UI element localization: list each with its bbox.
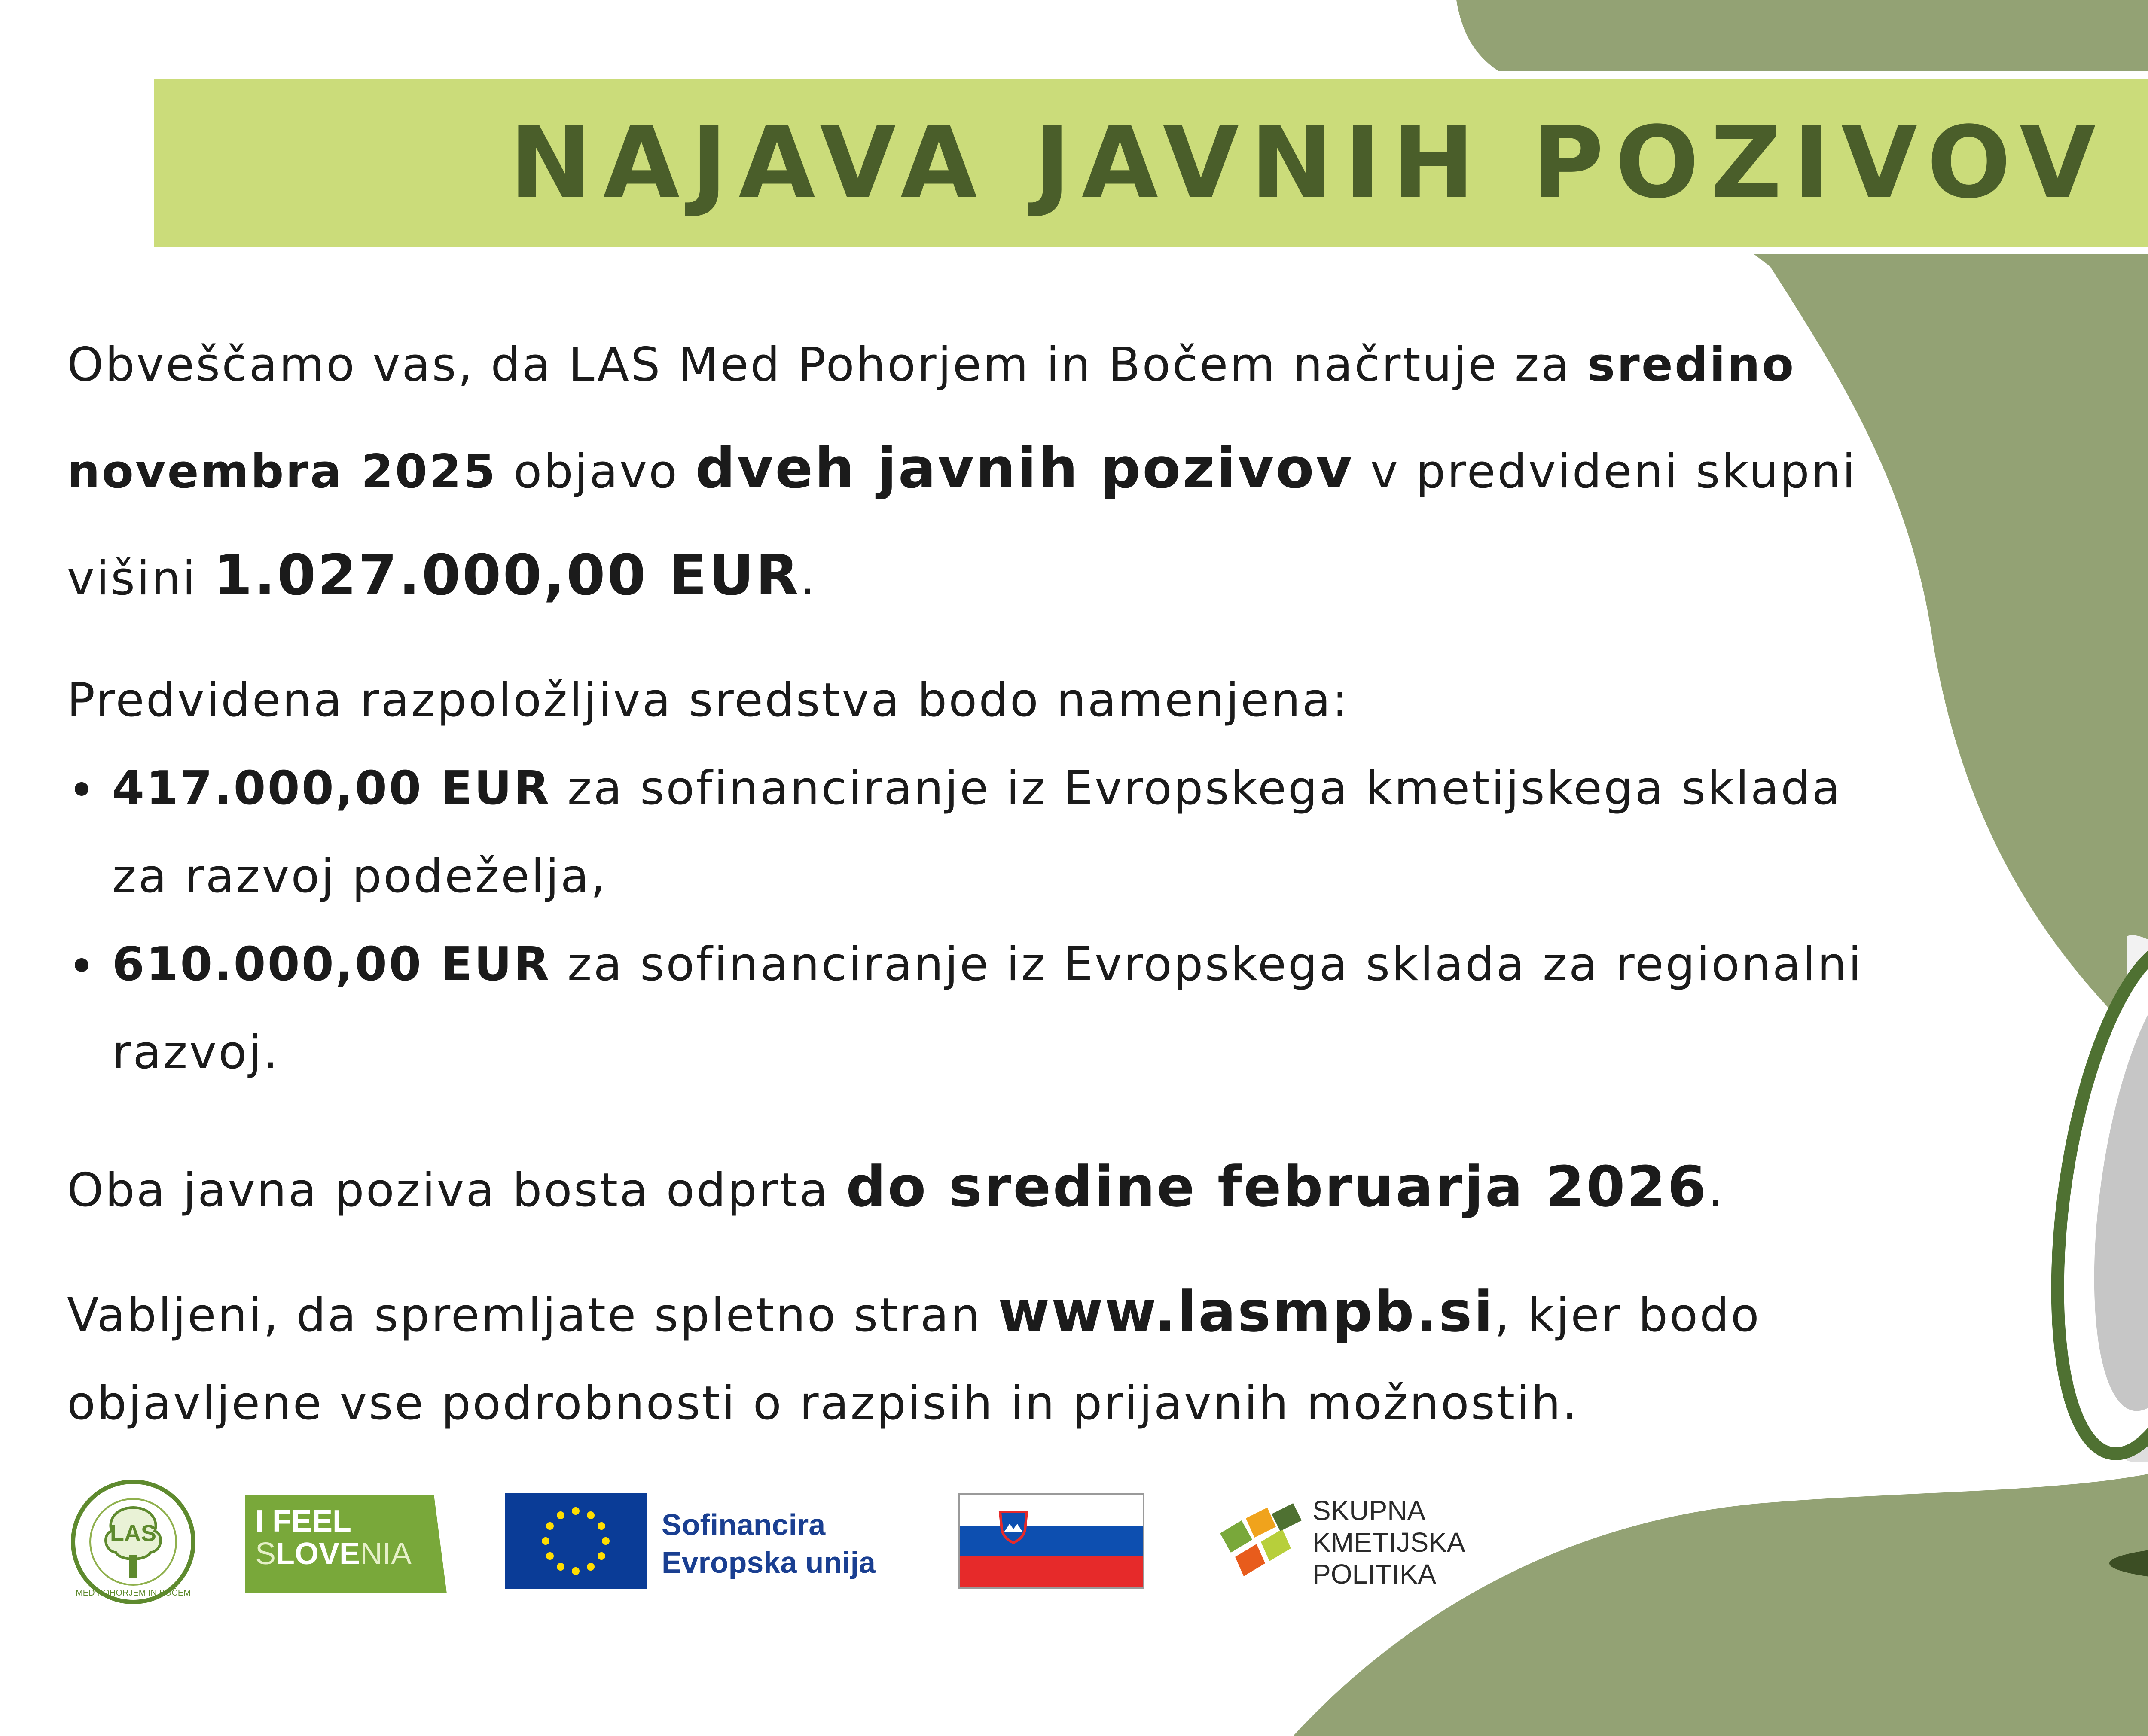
i-feel-slovenia-logo — [245, 1495, 447, 1593]
ifs-line-1: I FEEL — [255, 1504, 352, 1538]
skp-field-icon — [1211, 1503, 1306, 1581]
svg-text:LAS: LAS — [110, 1520, 156, 1546]
intro-date: sredino novembra 2025 — [67, 338, 1796, 499]
follow-text-2: , kjer bodo objavljene vse podrobnosti o razpisih in prijavnih možnostih. — [67, 1288, 1761, 1430]
intro-text-2: objavo — [497, 445, 696, 499]
intro-total-amount: 1.027.000,00 EUR — [213, 542, 800, 608]
fund-amount: 610.000,00 EUR — [112, 938, 551, 991]
follow-text-1: Vabljeni, da spremljate spletno stran — [67, 1288, 998, 1342]
skp-line-3: POLITIKA — [1312, 1559, 1437, 1590]
skp-line-2: KMETIJSKA — [1312, 1527, 1465, 1558]
intro-text-1: Obveščamo vas, da LAS Med Pohorjem in Bočem načrtuje za — [67, 338, 1588, 392]
intro-text-3: v predvideni skupni višini — [67, 445, 1857, 606]
intro-paragraph — [67, 314, 1897, 630]
list-item — [67, 920, 1897, 1096]
megaphone-icon — [1869, 850, 2148, 1589]
ifs-love: LOVE — [276, 1537, 360, 1571]
intro-calls: dveh javnih pozivov — [695, 436, 1354, 501]
bullet-icon — [75, 958, 88, 972]
open-paragraph — [67, 1135, 1897, 1242]
skp-text — [1312, 1495, 1465, 1590]
announcement-body — [67, 314, 1897, 1447]
eu-cofinancing-text — [662, 1506, 876, 1581]
open-text-1: Oba javna poziva bosta odprta — [67, 1163, 846, 1217]
eu-flag-icon — [505, 1493, 647, 1589]
eu-line-1: Sofinancira — [662, 1508, 826, 1541]
website-link[interactable]: www.lasmpb.si — [998, 1279, 1495, 1344]
funds-list — [67, 744, 1897, 1096]
slovenia-flag-icon — [958, 1493, 1144, 1589]
title-banner — [146, 71, 2148, 254]
logos-row — [64, 1477, 1525, 1619]
list-item — [67, 744, 1897, 920]
follow-paragraph — [67, 1268, 1897, 1447]
fund-amount: 417.000,00 EUR — [112, 761, 551, 815]
bullet-icon — [75, 782, 88, 796]
skp-line-1: SKUPNA — [1312, 1495, 1426, 1526]
svg-text:MED POHORJEM IN BOČEM: MED POHORJEM IN BOČEM — [76, 1588, 191, 1598]
fund-description: za sofinanciranje iz Evropskega kmetijskega sklada za razvoj podeželja, — [112, 761, 1842, 903]
page-title: NAJAVA JAVNIH POZIVOV — [509, 105, 2107, 220]
open-text-2: . — [1708, 1163, 1724, 1217]
funds-lead: Predvidena razpoložljiva sredstva bodo namenjena: — [67, 673, 1350, 727]
las-tree-icon — [69, 1477, 198, 1606]
open-deadline: do sredine februarja 2026 — [846, 1154, 1708, 1219]
ifs-s: S — [255, 1537, 276, 1571]
eu-line-2: Evropska unija — [662, 1546, 876, 1579]
fund-description: za sofinanciranje iz Evropskega sklada za regionalni razvoj. — [112, 938, 1863, 1079]
intro-text-4: . — [800, 552, 817, 606]
ifs-nia: NIA — [360, 1537, 412, 1571]
